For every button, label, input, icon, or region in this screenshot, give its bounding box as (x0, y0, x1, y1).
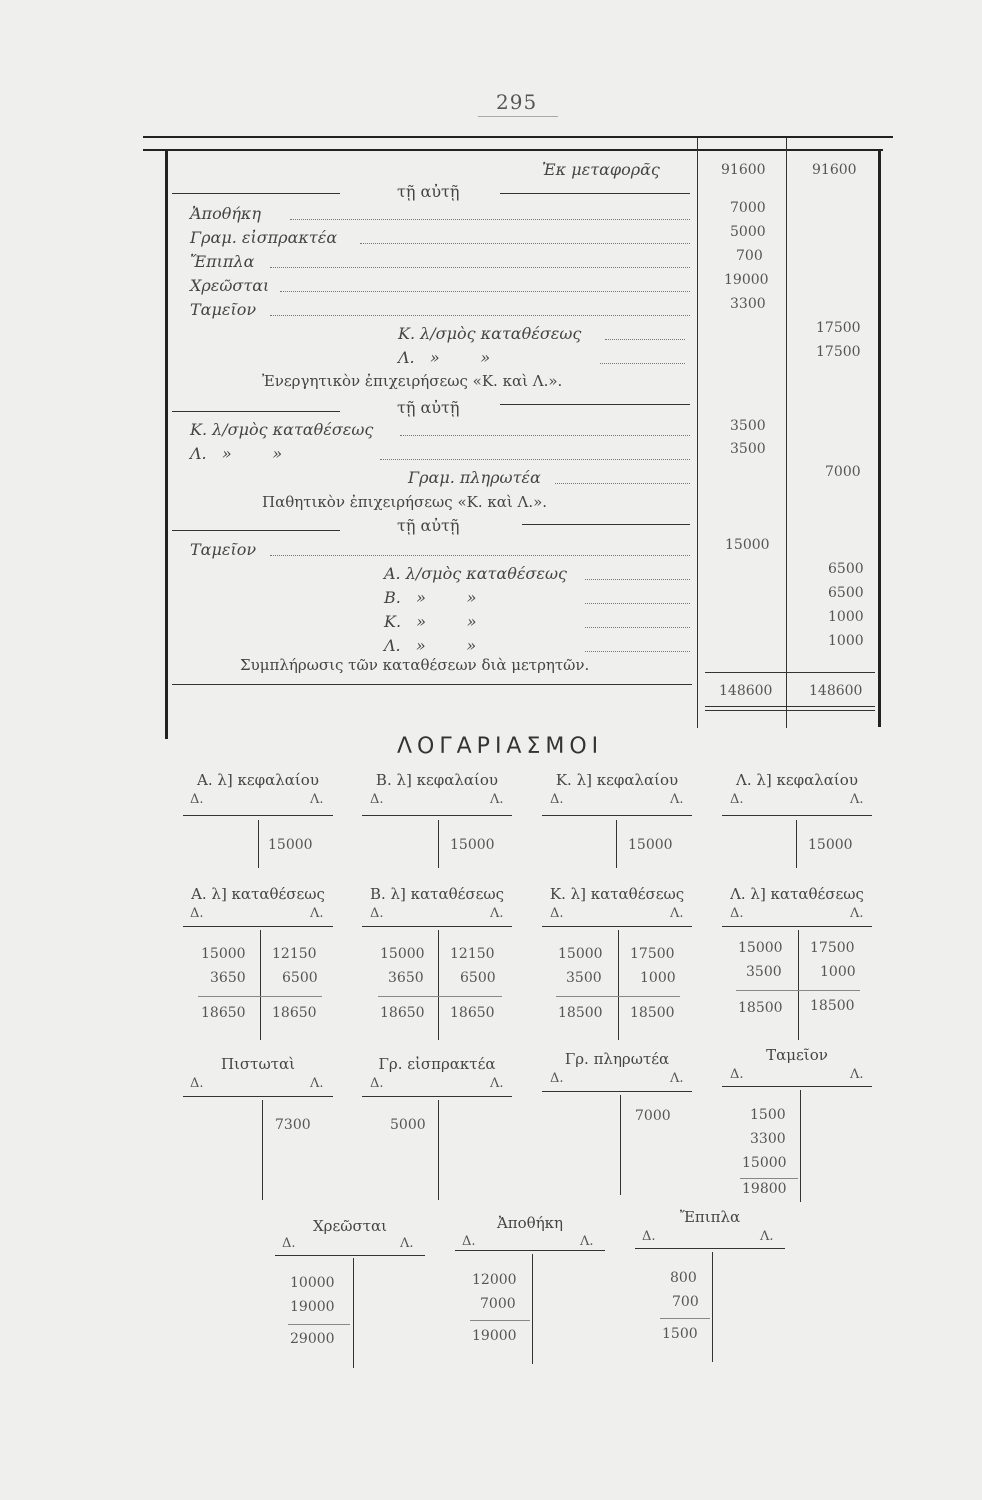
sum-rule (556, 996, 680, 997)
entry-debit: 700 (736, 248, 763, 264)
t-account-divider (620, 1095, 621, 1195)
debit-col-right (786, 138, 787, 728)
t-account-divider (353, 1258, 354, 1368)
debit-marker: Δ. (190, 906, 204, 921)
entry-debit: 5000 (730, 224, 766, 240)
page-number-rule (478, 116, 558, 117)
carry-debit: 91600 (721, 162, 766, 178)
sum-rule (470, 1320, 530, 1321)
account-title: Χρεῶσται (312, 1217, 388, 1235)
leader-dots (290, 219, 690, 220)
t-account-divider (616, 820, 617, 868)
credit-marker: Λ. (670, 906, 684, 921)
credit-entry: 15000 (628, 837, 673, 853)
debit-total: 19800 (742, 1181, 787, 1197)
entry-debit: 3300 (730, 296, 766, 312)
debit-marker: Δ. (370, 792, 384, 807)
credit-entry: 6500 (282, 970, 318, 986)
credit-total: 18500 (810, 998, 855, 1014)
carry-label: Ἐκ μεταφορᾶς (542, 160, 660, 179)
t-account-rule (275, 1255, 425, 1256)
sum-rule (378, 996, 502, 997)
debit-total: 18650 (380, 1005, 425, 1021)
leader-dots (555, 483, 690, 484)
credit-total: 18500 (630, 1005, 675, 1021)
debit-entry: 3500 (746, 964, 782, 980)
leader-dots (280, 291, 690, 292)
debit-entry: 19000 (290, 1299, 335, 1315)
debit-total: 19000 (472, 1328, 517, 1344)
entry-label: Κ. λ/σμὸς καταθέσεως (190, 420, 374, 439)
credit-marker: Λ. (310, 1076, 324, 1091)
credit-entry: 17500 (630, 946, 675, 962)
t-account-rule (183, 1096, 333, 1097)
debit-marker: Δ. (190, 792, 204, 807)
leader-dots (270, 267, 690, 268)
entry-debit: 19000 (724, 272, 769, 288)
same-day-label: τῇ αὐτῇ (397, 182, 460, 201)
entry-label: Χρεῶσται (190, 276, 270, 295)
debit-entry: 15000 (738, 940, 783, 956)
t-account-rule (722, 815, 872, 816)
entry-label: Γραμ. πληρωτέα (408, 468, 541, 487)
entry-note: Ἐνεργητικὸν ἐπιχειρήσεως «Κ. καὶ Λ.». (262, 372, 563, 390)
debit-marker: Δ. (462, 1234, 476, 1249)
credit-entry: 1000 (820, 964, 856, 980)
t-account-rule (455, 1250, 605, 1251)
entry-label: Γραμ. εἰσπρακτέα (190, 228, 338, 247)
account-title: Β. λ] κεφαλαίου (375, 771, 499, 789)
credit-marker: Λ. (670, 1071, 684, 1086)
account-title: Κ. λ] κεφαλαίου (555, 771, 679, 789)
leader-dots (270, 315, 690, 316)
t-account-divider (800, 1090, 801, 1202)
credit-marker: Λ. (580, 1234, 594, 1249)
credit-marker: Λ. (310, 906, 324, 921)
debit-entry: 15000 (380, 946, 425, 962)
carry-credit: 91600 (812, 162, 857, 178)
debit-marker: Δ. (370, 906, 384, 921)
debit-marker: Δ. (550, 1071, 564, 1086)
credit-entry: 15000 (808, 837, 853, 853)
credit-entry: 15000 (268, 837, 313, 853)
t-account-rule (362, 815, 512, 816)
debit-total: 1500 (662, 1326, 698, 1342)
credit-entry: 12150 (272, 946, 317, 962)
total-credit: 148600 (809, 683, 863, 699)
entry-credit: 17500 (816, 344, 861, 360)
sum-rule (740, 1178, 798, 1179)
debit-marker: Δ. (370, 1076, 384, 1091)
t-account-divider (532, 1254, 533, 1364)
entry-label: Ταμεῖον (190, 540, 257, 559)
separator-rule (500, 193, 690, 194)
account-title: Γρ. εἰσπρακτέα (378, 1055, 496, 1073)
account-title: Λ. λ] κεφαλαίου (736, 771, 858, 789)
t-account-divider (260, 930, 261, 1040)
entry-credit: 1000 (828, 633, 864, 649)
total-debit: 148600 (719, 683, 773, 699)
debit-marker: Δ. (730, 906, 744, 921)
account-title: Κ. λ] καταθέσεως (549, 885, 685, 903)
ledger-title: ΛΟΓΑΡΙΑΣΜΟΙ (397, 734, 604, 759)
separator-rule (172, 411, 340, 412)
t-account-rule (362, 926, 512, 927)
t-account-rule (722, 926, 872, 927)
entry-label: Ἔπιπλα (190, 252, 255, 271)
debit-entry: 12000 (472, 1272, 517, 1288)
separator-rule (172, 193, 340, 194)
leader-dots (360, 243, 690, 244)
credit-entry: 12150 (450, 946, 495, 962)
sum-rule (288, 1324, 350, 1325)
credit-marker: Λ. (850, 792, 864, 807)
debit-entry: 3650 (210, 970, 246, 986)
entry-label: Λ. » » (398, 348, 491, 367)
debit-marker: Δ. (730, 792, 744, 807)
total-rule (172, 684, 692, 685)
credit-marker: Λ. (490, 906, 504, 921)
entry-note: Συμπλήρωσις τῶν καταθέσεων διὰ μετρητῶν. (240, 656, 590, 674)
debit-marker: Δ. (550, 906, 564, 921)
debit-total: 18650 (201, 1005, 246, 1021)
t-account-divider (262, 1100, 263, 1200)
total-rule (705, 672, 875, 673)
t-account-rule (183, 815, 333, 816)
debit-marker: Δ. (282, 1236, 296, 1251)
debit-marker: Δ. (730, 1067, 744, 1082)
t-account-divider (618, 930, 619, 1040)
t-account-rule (722, 1086, 872, 1087)
t-account-divider (712, 1252, 713, 1362)
debit-entry: 1500 (750, 1107, 786, 1123)
entry-label: Λ. » » (190, 444, 283, 463)
credit-marker: Λ. (850, 1067, 864, 1082)
credit-total: 18650 (272, 1005, 317, 1021)
credit-marker: Λ. (760, 1229, 774, 1244)
credit-marker: Λ. (490, 792, 504, 807)
debit-marker: Δ. (642, 1229, 656, 1244)
debit-entry: 7000 (480, 1296, 516, 1312)
t-account-divider (258, 820, 259, 868)
leader-dots (585, 603, 690, 604)
debit-entry: 10000 (290, 1275, 335, 1291)
t-account-divider (438, 930, 439, 1040)
debit-entry: 700 (672, 1294, 699, 1310)
credit-entry: 1000 (640, 970, 676, 986)
entry-debit: 7000 (730, 200, 766, 216)
journal-top-rule-2 (143, 149, 883, 151)
t-account-rule (362, 1096, 512, 1097)
credit-entry: 6500 (460, 970, 496, 986)
entry-debit: 3500 (730, 418, 766, 434)
credit-entry: 7300 (275, 1117, 311, 1133)
account-title: Β. λ] καταθέσεως (369, 885, 505, 903)
debit-entry: 3300 (750, 1131, 786, 1147)
leader-dots (270, 555, 690, 556)
t-account-rule (542, 926, 692, 927)
t-account-divider (798, 930, 799, 1040)
t-account-rule (183, 926, 333, 927)
t-account-rule (542, 815, 692, 816)
account-title: Ἔπιπλα (679, 1208, 741, 1226)
account-title: Α. λ] καταθέσεως (191, 885, 325, 903)
debit-entry: 15000 (742, 1155, 787, 1171)
debit-col-left (697, 138, 698, 728)
account-title: Ταμεῖον (766, 1046, 828, 1064)
debit-total: 18500 (738, 1000, 783, 1016)
same-day-label: τῇ αὐτῇ (397, 398, 460, 417)
credit-entry: 7000 (635, 1108, 671, 1124)
credit-marker: Λ. (310, 792, 324, 807)
account-title: Γρ. πληρωτέα (564, 1050, 670, 1068)
t-account-divider (796, 820, 797, 868)
t-account-rule (542, 1091, 692, 1092)
entry-credit: 1000 (828, 609, 864, 625)
account-title: Πιστωταὶ (220, 1055, 296, 1073)
account-title: Α. λ] κεφαλαίου (197, 771, 319, 789)
leader-dots (380, 459, 690, 460)
credit-entry: 17500 (810, 940, 855, 956)
debit-total: 29000 (290, 1331, 335, 1347)
debit-marker: Δ. (550, 792, 564, 807)
journal-left-border (165, 149, 168, 739)
sum-rule (736, 990, 860, 991)
total-rule-double (705, 710, 875, 711)
leader-dots (600, 363, 685, 364)
leader-dots (585, 579, 690, 580)
entry-label: Α. λ/σμὸς καταθέσεως (384, 564, 567, 583)
journal-top-rule (143, 136, 893, 138)
leader-dots (585, 651, 690, 652)
entry-label: Λ. » » (384, 636, 477, 655)
debit-entry: 3650 (388, 970, 424, 986)
sum-rule (198, 996, 322, 997)
debit-entry: 3500 (566, 970, 602, 986)
credit-marker: Λ. (850, 906, 864, 921)
account-title: Ἀποθήκη (496, 1214, 564, 1232)
sum-rule (660, 1318, 710, 1319)
t-account-rule (635, 1248, 785, 1249)
credit-marker: Λ. (400, 1236, 414, 1251)
debit-total: 18500 (558, 1005, 603, 1021)
credit-entry: 15000 (450, 837, 495, 853)
t-account-divider (438, 820, 439, 868)
journal-right-border (878, 149, 881, 727)
leader-dots (605, 339, 685, 340)
entry-label: Κ. λ/σμὸς καταθέσεως (398, 324, 582, 343)
debit-entry: 15000 (558, 946, 603, 962)
entry-label: Β. » » (384, 588, 477, 607)
credit-marker: Λ. (490, 1076, 504, 1091)
debit-entry: 800 (670, 1270, 697, 1286)
entry-label: Ταμεῖον (190, 300, 257, 319)
credit-total: 18650 (450, 1005, 495, 1021)
t-account-divider (438, 1100, 439, 1200)
entry-debit: 15000 (725, 537, 770, 553)
leader-dots (400, 435, 690, 436)
separator-rule (522, 524, 690, 525)
total-rule-double (705, 706, 875, 707)
entry-label: Ἀποθήκη (190, 204, 261, 223)
entry-credit: 7000 (825, 464, 861, 480)
same-day-label: τῇ αὐτῇ (397, 516, 460, 535)
debit-marker: Δ. (190, 1076, 204, 1091)
account-title: Λ. λ] καταθέσεως (730, 885, 864, 903)
entry-label: Κ. » » (384, 612, 477, 631)
separator-rule (500, 404, 690, 405)
entry-credit: 6500 (828, 561, 864, 577)
leader-dots (585, 627, 690, 628)
separator-rule (172, 530, 340, 531)
entry-note: Παθητικὸν ἐπιχειρήσεως «Κ. καὶ Λ.». (262, 493, 548, 511)
debit-entry: 5000 (390, 1117, 426, 1133)
entry-credit: 17500 (816, 320, 861, 336)
debit-entry: 15000 (201, 946, 246, 962)
credit-marker: Λ. (670, 792, 684, 807)
entry-credit: 6500 (828, 585, 864, 601)
entry-debit: 3500 (730, 441, 766, 457)
page-number: 295 (496, 90, 538, 114)
